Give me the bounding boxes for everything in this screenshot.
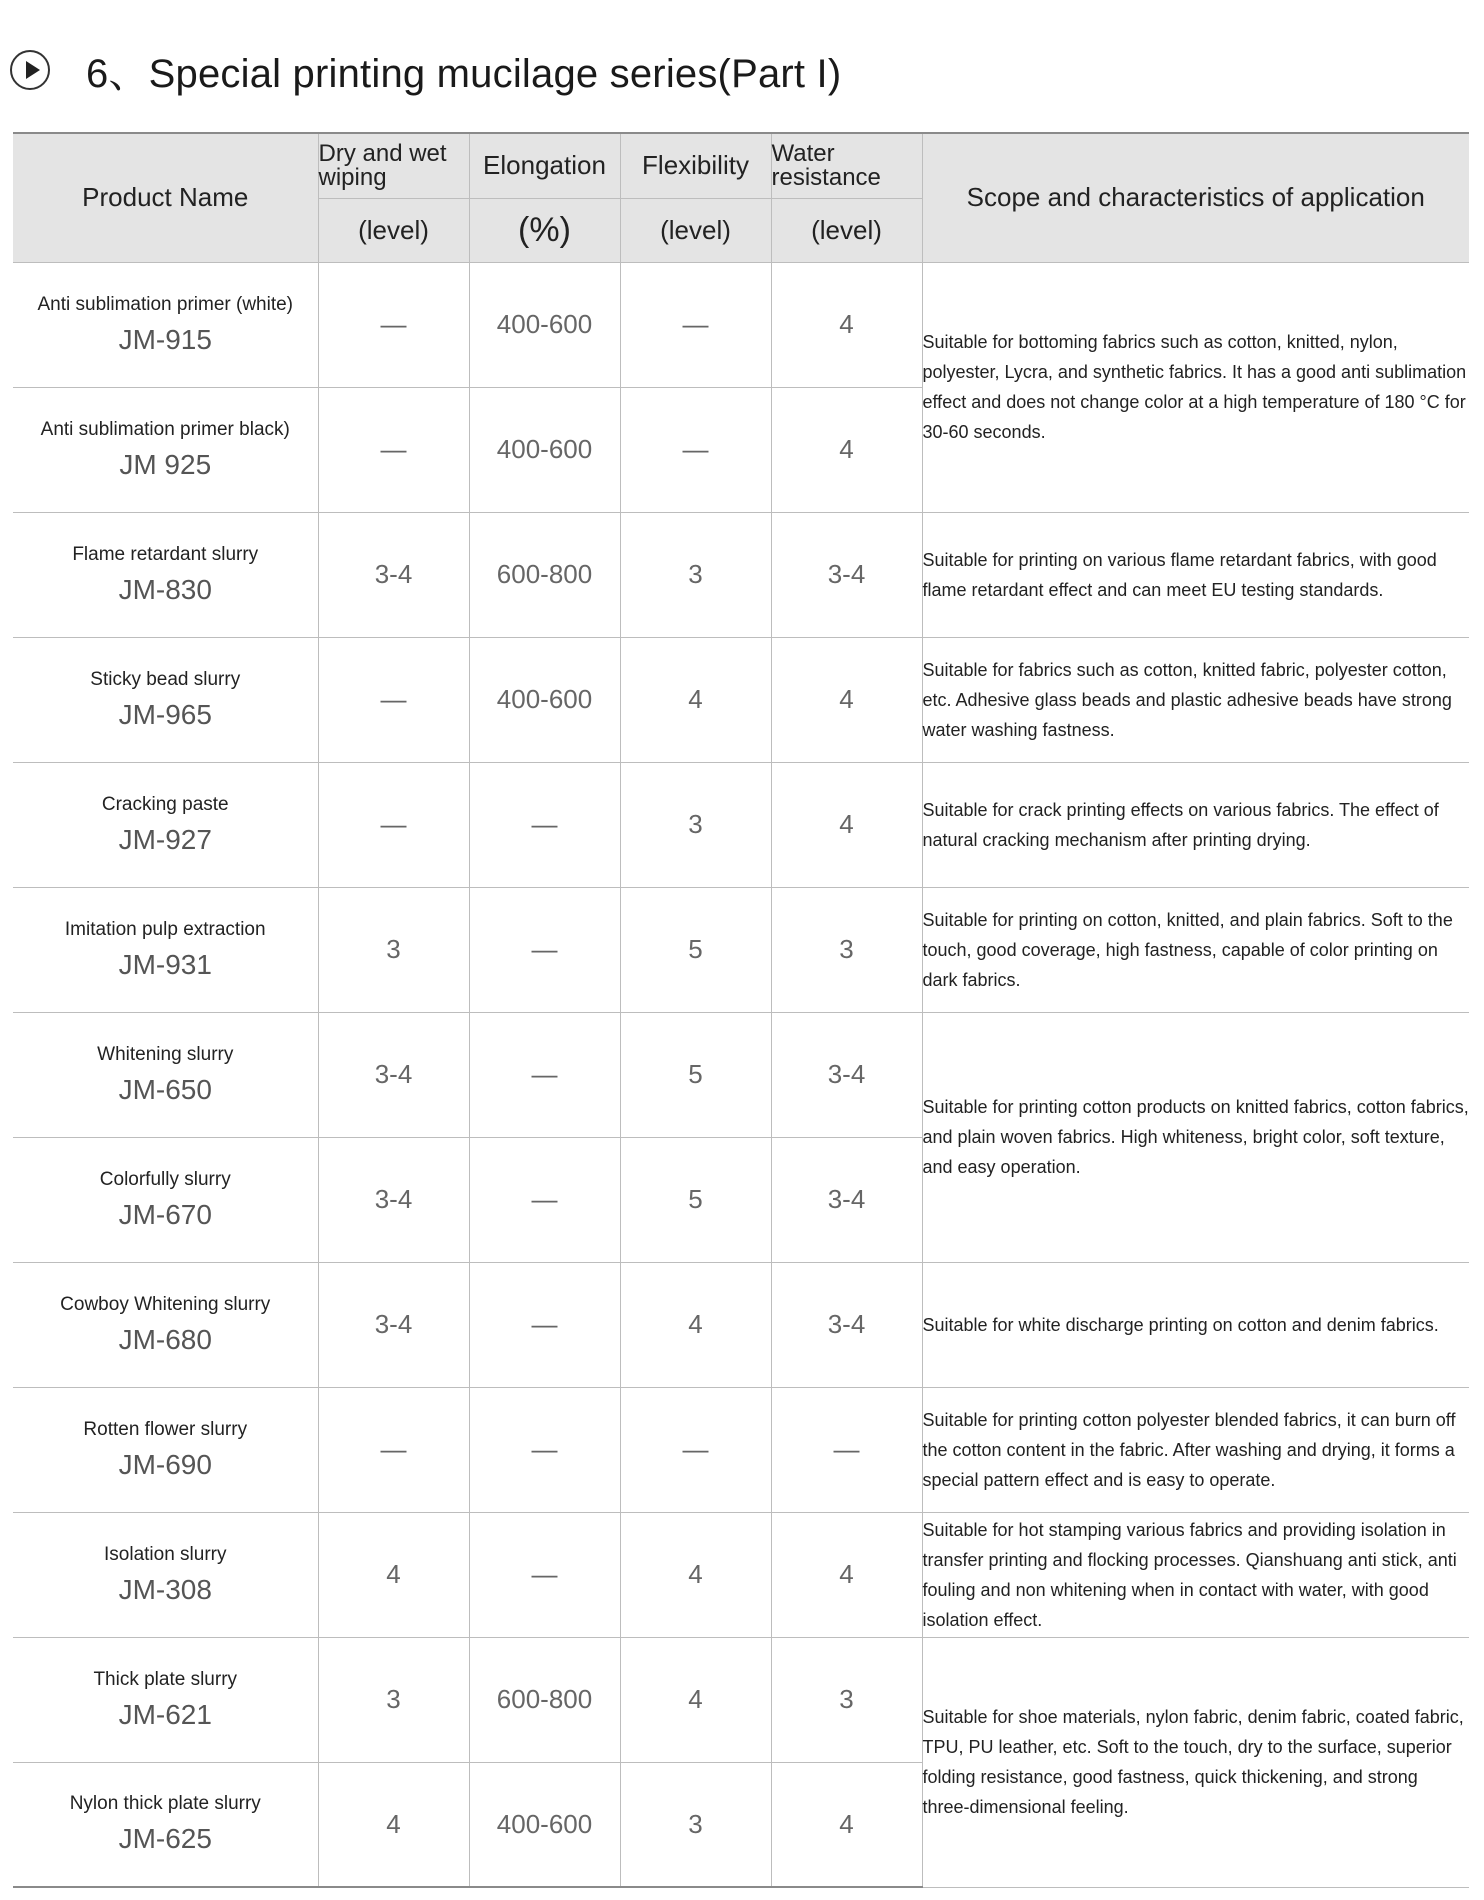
header-scope: Scope and characteristics of application xyxy=(922,133,1469,262)
product-name: Thick plate slurry xyxy=(93,1668,238,1690)
product-code: JM-670 xyxy=(118,1198,212,1230)
table-row xyxy=(13,637,1469,762)
wiping-value: — xyxy=(318,387,469,512)
unit-wiping: (level) xyxy=(318,198,469,262)
table-row xyxy=(13,1512,1469,1637)
elongation-value: 400-600 xyxy=(469,387,620,512)
water-value: 3-4 xyxy=(771,1262,922,1387)
product-spec-table xyxy=(13,132,1469,1888)
wiping-value: 4 xyxy=(318,1762,469,1887)
flexibility-value: — xyxy=(620,262,771,387)
elongation-value: — xyxy=(469,1262,620,1387)
product-name: Colorfully slurry xyxy=(99,1168,231,1190)
application-description: Suitable for fabrics such as cotton, knitted fabric, polyester cotton, etc. Adhesive glass beads and plastic adhesive beads have strong water washing fastness. xyxy=(922,637,1469,762)
elongation-value: 600-800 xyxy=(469,512,620,637)
flexibility-value: 3 xyxy=(620,762,771,887)
application-description: Suitable for hot stamping various fabrics and providing isolation in transfer printing and flocking processes. Qianshuang anti stick, anti fouling and non whitening when in contact with water, with good isolation effect. xyxy=(922,1512,1469,1637)
elongation-value: — xyxy=(469,887,620,1012)
product-name: Rotten flower slurry xyxy=(83,1418,248,1440)
unit-elongation: (%) xyxy=(469,198,620,262)
product-code: JM-650 xyxy=(118,1073,212,1105)
product-code: JM-690 xyxy=(118,1448,212,1480)
wiping-value: 3-4 xyxy=(318,1137,469,1262)
title-bar xyxy=(10,40,841,100)
flexibility-value: 3 xyxy=(620,1762,771,1887)
water-value: 4 xyxy=(771,1762,922,1887)
wiping-value: 3-4 xyxy=(318,1012,469,1137)
wiping-value: — xyxy=(318,637,469,762)
flexibility-value: 4 xyxy=(620,637,771,762)
application-description: Suitable for printing on various flame retardant fabrics, with good flame retardant effect and can meet EU testing standards. xyxy=(922,512,1469,637)
product-code: JM-915 xyxy=(118,323,212,355)
flexibility-value: 4 xyxy=(620,1637,771,1762)
product-name: Flame retardant slurry xyxy=(72,543,259,565)
product-code: JM-308 xyxy=(118,1573,212,1605)
product-name: Cracking paste xyxy=(101,793,229,815)
flexibility-value: — xyxy=(620,387,771,512)
product-name: Nylon thick plate slurry xyxy=(69,1793,261,1815)
water-value: 4 xyxy=(771,387,922,512)
wiping-value: 3 xyxy=(318,1637,469,1762)
application-description: Suitable for printing on cotton, knitted, and plain fabrics. Soft to the touch, good coverage, high fastness, capable of color printing on dark fabrics. xyxy=(922,887,1469,1012)
header-elongation: Elongation xyxy=(469,133,620,198)
product-name: Sticky bead slurry xyxy=(90,668,241,690)
elongation-value: — xyxy=(469,1137,620,1262)
product-name: Anti sublimation primer (white) xyxy=(37,293,294,315)
product-code: JM-830 xyxy=(118,573,212,605)
flexibility-value: 4 xyxy=(620,1512,771,1637)
water-value: 4 xyxy=(771,637,922,762)
product-name: Anti sublimation primer black) xyxy=(40,418,290,440)
table-row xyxy=(13,1012,1469,1137)
flexibility-value: 3 xyxy=(620,512,771,637)
application-description: Suitable for shoe materials, nylon fabric, denim fabric, coated fabric, TPU, PU leather, etc. Soft to the touch, dry to the surface, superior folding resistance, good fastness, quick thickening, and strong three-dimensional feeling. xyxy=(922,1637,1469,1887)
elongation-value: — xyxy=(469,1387,620,1512)
elongation-value: 400-600 xyxy=(469,262,620,387)
table-row xyxy=(13,512,1469,637)
water-value: 4 xyxy=(771,262,922,387)
table-row xyxy=(13,887,1469,1012)
table-row xyxy=(13,1262,1469,1387)
wiping-value: 3-4 xyxy=(318,512,469,637)
water-value: 4 xyxy=(771,1512,922,1637)
application-description: Suitable for crack printing effects on various fabrics. The effect of natural cracking mechanism after printing drying. xyxy=(922,762,1469,887)
product-code: JM 925 xyxy=(119,448,212,480)
header-flexibility: Flexibility xyxy=(620,133,771,198)
elongation-value: 600-800 xyxy=(469,1637,620,1762)
product-name: Whitening slurry xyxy=(97,1043,234,1065)
product-code: JM-625 xyxy=(118,1823,212,1855)
application-description: Suitable for bottoming fabrics such as cotton, knitted, nylon, polyester, Lycra, and synthetic fabrics. It has a good anti sublimation effect and does not change color at a high temperature of 180 °C for 30-60 seconds. xyxy=(922,262,1469,512)
product-code: JM-931 xyxy=(118,948,212,980)
product-name: Imitation pulp extraction xyxy=(64,918,266,940)
header-dry-wet-wiping: Dry and wet wiping xyxy=(318,133,469,198)
table-row xyxy=(13,1387,1469,1512)
table-row xyxy=(13,1637,1469,1762)
flexibility-value: 5 xyxy=(620,1012,771,1137)
flexibility-value: 4 xyxy=(620,1262,771,1387)
product-code: JM-621 xyxy=(118,1698,212,1730)
table-row xyxy=(13,762,1469,887)
elongation-value: 400-600 xyxy=(469,1762,620,1887)
water-value: 3 xyxy=(771,1637,922,1762)
elongation-value: 400-600 xyxy=(469,637,620,762)
elongation-value: — xyxy=(469,762,620,887)
product-code: JM-927 xyxy=(118,823,212,855)
wiping-value: — xyxy=(318,762,469,887)
product-code: JM-680 xyxy=(118,1323,212,1355)
application-description: Suitable for printing cotton polyester blended fabrics, it can burn off the cotton content in the fabric. After washing and drying, it forms a special pattern effect and is easy to operate. xyxy=(922,1387,1469,1512)
elongation-value: — xyxy=(469,1512,620,1637)
flexibility-value: — xyxy=(620,1387,771,1512)
wiping-value: 3-4 xyxy=(318,1262,469,1387)
product-code: JM-965 xyxy=(118,698,212,730)
play-circle-icon xyxy=(10,50,50,90)
water-value: 4 xyxy=(771,762,922,887)
application-description: Suitable for white discharge printing on cotton and denim fabrics. xyxy=(922,1262,1469,1387)
unit-water: (level) xyxy=(771,198,922,262)
unit-flexibility: (level) xyxy=(620,198,771,262)
wiping-value: 4 xyxy=(318,1512,469,1637)
water-value: 3-4 xyxy=(771,1012,922,1137)
water-value: 3-4 xyxy=(771,1137,922,1262)
product-name: Isolation slurry xyxy=(104,1543,227,1565)
header-product-name: Product Name xyxy=(13,133,318,262)
page-title: 6、Special printing mucilage series(Part I) xyxy=(86,51,842,96)
water-value: 3-4 xyxy=(771,512,922,637)
water-value: — xyxy=(771,1387,922,1512)
product-name: Cowboy Whitening slurry xyxy=(60,1293,271,1315)
wiping-value: — xyxy=(318,1387,469,1512)
elongation-value: — xyxy=(469,1012,620,1137)
flexibility-value: 5 xyxy=(620,1137,771,1262)
table-row xyxy=(13,262,1469,387)
wiping-value: 3 xyxy=(318,887,469,1012)
water-value: 3 xyxy=(771,887,922,1012)
header-water-resistance: Water resistance xyxy=(771,133,922,198)
flexibility-value: 5 xyxy=(620,887,771,1012)
application-description: Suitable for printing cotton products on knitted fabrics, cotton fabrics, and plain woven fabrics. High whiteness, bright color, soft texture, and easy operation. xyxy=(922,1012,1469,1262)
wiping-value: — xyxy=(318,262,469,387)
